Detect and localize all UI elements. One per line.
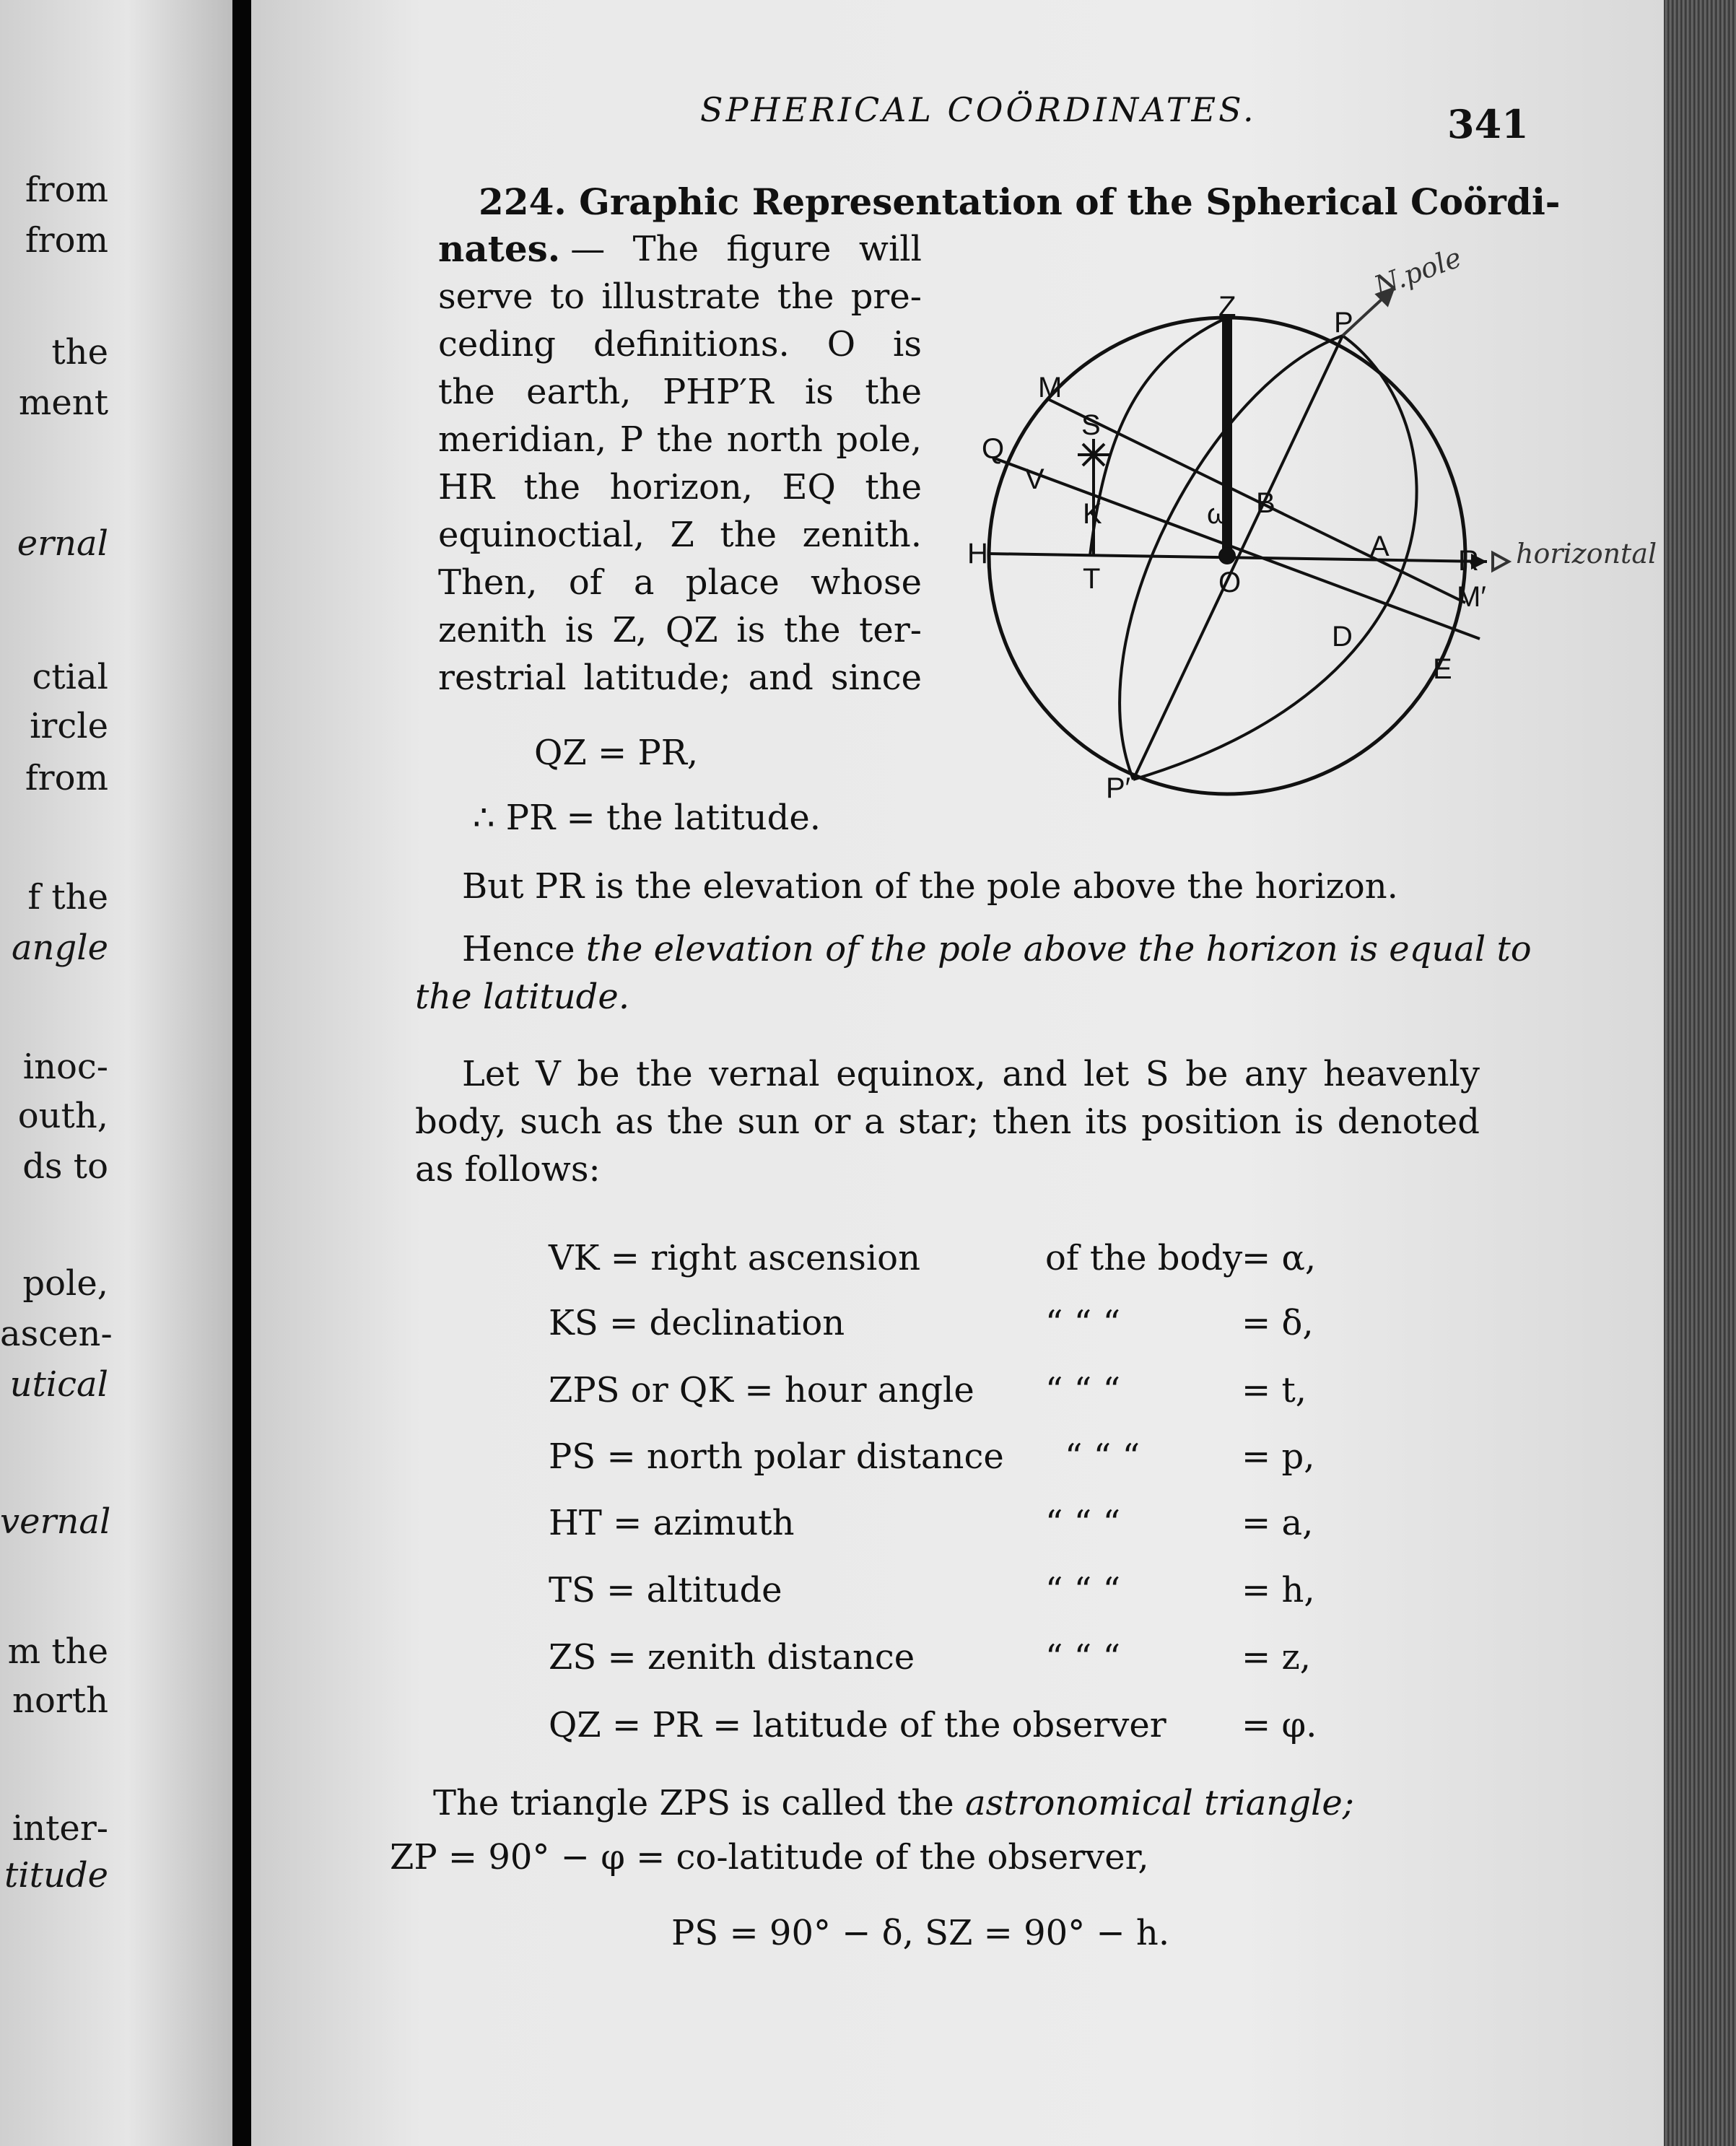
earth-dot bbox=[1218, 547, 1236, 564]
closing-line-3: PS = 90° − δ, SZ = 90° − h. bbox=[671, 1913, 1170, 1953]
equation-pr-latitude: ∴ PR = the latitude. bbox=[473, 798, 821, 838]
page-edges bbox=[1664, 0, 1736, 2146]
handwritten-n-pole: N.pole bbox=[1370, 241, 1466, 302]
left-page-fragment: north bbox=[12, 1680, 108, 1721]
section-heading: 224. Graphic Representation of the Spherical Coördi- bbox=[479, 180, 1561, 223]
label-p: P bbox=[1334, 307, 1353, 339]
left-page-fragment: titude bbox=[4, 1855, 108, 1896]
label-s: S bbox=[1081, 409, 1101, 441]
left-page-fragment: f the bbox=[27, 877, 108, 917]
star-icon bbox=[1078, 439, 1109, 471]
left-page-fragment: angle bbox=[11, 928, 108, 968]
left-page-fragment: ircle bbox=[30, 706, 108, 746]
closing-line-2: ZP = 90° − φ = co-latitude of the observer, bbox=[390, 1837, 1149, 1877]
closing-line-1 bbox=[433, 1779, 1354, 1827]
intro-line: restrial latitude; and since bbox=[438, 658, 922, 698]
intro-line: zenith is Z, QZ is the ter- bbox=[438, 610, 922, 650]
left-page-fragment: from bbox=[25, 220, 108, 261]
page-number: 341 bbox=[1447, 101, 1529, 147]
intro-line: equinoctial, Z the zenith. bbox=[438, 515, 922, 555]
handwritten-horizon: horizontal bbox=[1516, 538, 1657, 570]
label-q: Q bbox=[982, 433, 1005, 465]
label-v: V bbox=[1025, 463, 1044, 495]
label-r: R bbox=[1458, 545, 1479, 577]
label-d: D bbox=[1332, 621, 1353, 653]
vernal-line: as follows: bbox=[415, 1149, 601, 1190]
left-page-fragment: ernal bbox=[17, 523, 108, 564]
label-p-prime: P′ bbox=[1106, 772, 1131, 804]
intro-line: — The figure will bbox=[570, 229, 922, 269]
definition-row: PS = north polar distance “ “ “ = p, bbox=[549, 1436, 1315, 1477]
paragraph-vernal bbox=[415, 1050, 1480, 1193]
label-h: H bbox=[967, 538, 988, 570]
left-page-fragment: from bbox=[25, 170, 108, 210]
left-page-fragment: ds to bbox=[22, 1146, 108, 1187]
left-page-fragment: ascen- bbox=[0, 1314, 113, 1354]
label-t: T bbox=[1083, 563, 1101, 595]
label-o: O bbox=[1218, 567, 1242, 598]
left-page-fragment: ment bbox=[18, 383, 108, 423]
paragraph-hence bbox=[462, 925, 1532, 973]
definition-row: ZS = zenith distance “ “ “ = z, bbox=[549, 1637, 1312, 1678]
hence-prefix: Hence bbox=[462, 929, 586, 969]
left-page-fragment: m the bbox=[7, 1631, 108, 1672]
book-gutter bbox=[232, 0, 251, 2146]
intro-paragraph bbox=[438, 225, 922, 702]
label-m: M bbox=[1038, 372, 1063, 404]
label-a: A bbox=[1370, 531, 1390, 562]
intro-line: meridian, P the north pole, bbox=[438, 419, 922, 460]
label-b: B bbox=[1256, 487, 1275, 519]
label-k: K bbox=[1083, 498, 1102, 530]
definition-row: TS = altitude “ “ “ = h, bbox=[549, 1570, 1315, 1610]
left-page-fragment: inoc- bbox=[22, 1047, 108, 1087]
hence-italic-2: the latitude. bbox=[415, 977, 630, 1017]
label-omega: ω bbox=[1207, 498, 1230, 530]
astronomical-triangle-term: astronomical triangle; bbox=[964, 1783, 1354, 1823]
horizon-pointer bbox=[1493, 553, 1509, 570]
intro-line: HR the horizon, EQ the bbox=[438, 467, 922, 507]
hence-italic-1: the elevation of the pole above the horizon is equal to bbox=[585, 929, 1532, 969]
closing-prefix: The triangle ZPS is called the bbox=[433, 1783, 965, 1823]
left-page bbox=[0, 0, 232, 2146]
intro-line: the earth, PHP′R is the bbox=[438, 372, 922, 412]
left-page-fragment: ctial bbox=[32, 657, 108, 697]
intro-line: serve to illustrate the pre- bbox=[438, 276, 922, 317]
vernal-line: Let V be the vernal equinox, and let S be any heavenly bbox=[462, 1054, 1480, 1094]
definition-row: QZ = PR = latitude of the observer = φ. bbox=[549, 1705, 1317, 1745]
left-page-fragment: vernal bbox=[0, 1501, 111, 1542]
definition-row: KS = declination “ “ “ = δ, bbox=[549, 1303, 1314, 1343]
definition-row: HT = azimuth “ “ “ = a, bbox=[549, 1503, 1314, 1543]
celestial-sphere-figure bbox=[953, 241, 1675, 823]
label-m-prime: M′ bbox=[1457, 581, 1486, 613]
heading-continuation: nates. bbox=[438, 227, 561, 270]
equinoctial-line bbox=[995, 458, 1480, 639]
label-z: Z bbox=[1218, 291, 1236, 323]
vernal-line: body, such as the sun or a star; then its position is denoted bbox=[415, 1102, 1480, 1142]
left-page-fragment: utical bbox=[9, 1364, 108, 1405]
paragraph-elevation: But PR is the elevation of the pole above the horizon. bbox=[462, 866, 1398, 907]
left-page-fragment: pole, bbox=[22, 1263, 108, 1304]
left-page-fragment: inter- bbox=[12, 1808, 108, 1849]
intro-line: ceding definitions. O is bbox=[438, 324, 922, 365]
intro-line: Then, of a place whose bbox=[438, 562, 922, 603]
left-page-fragment: outh, bbox=[17, 1096, 108, 1136]
equation-qz-pr: QZ = PR, bbox=[534, 733, 699, 773]
left-page-fragment: from bbox=[25, 758, 108, 798]
label-e: E bbox=[1433, 653, 1452, 685]
running-title: SPHERICAL COÖRDINATES. bbox=[700, 90, 1257, 129]
definition-row: ZPS or QK = hour angle “ “ “ = t, bbox=[549, 1370, 1307, 1410]
left-page-fragment: the bbox=[51, 332, 108, 372]
definition-row: VK = right ascension of the body = α, bbox=[549, 1238, 1317, 1278]
